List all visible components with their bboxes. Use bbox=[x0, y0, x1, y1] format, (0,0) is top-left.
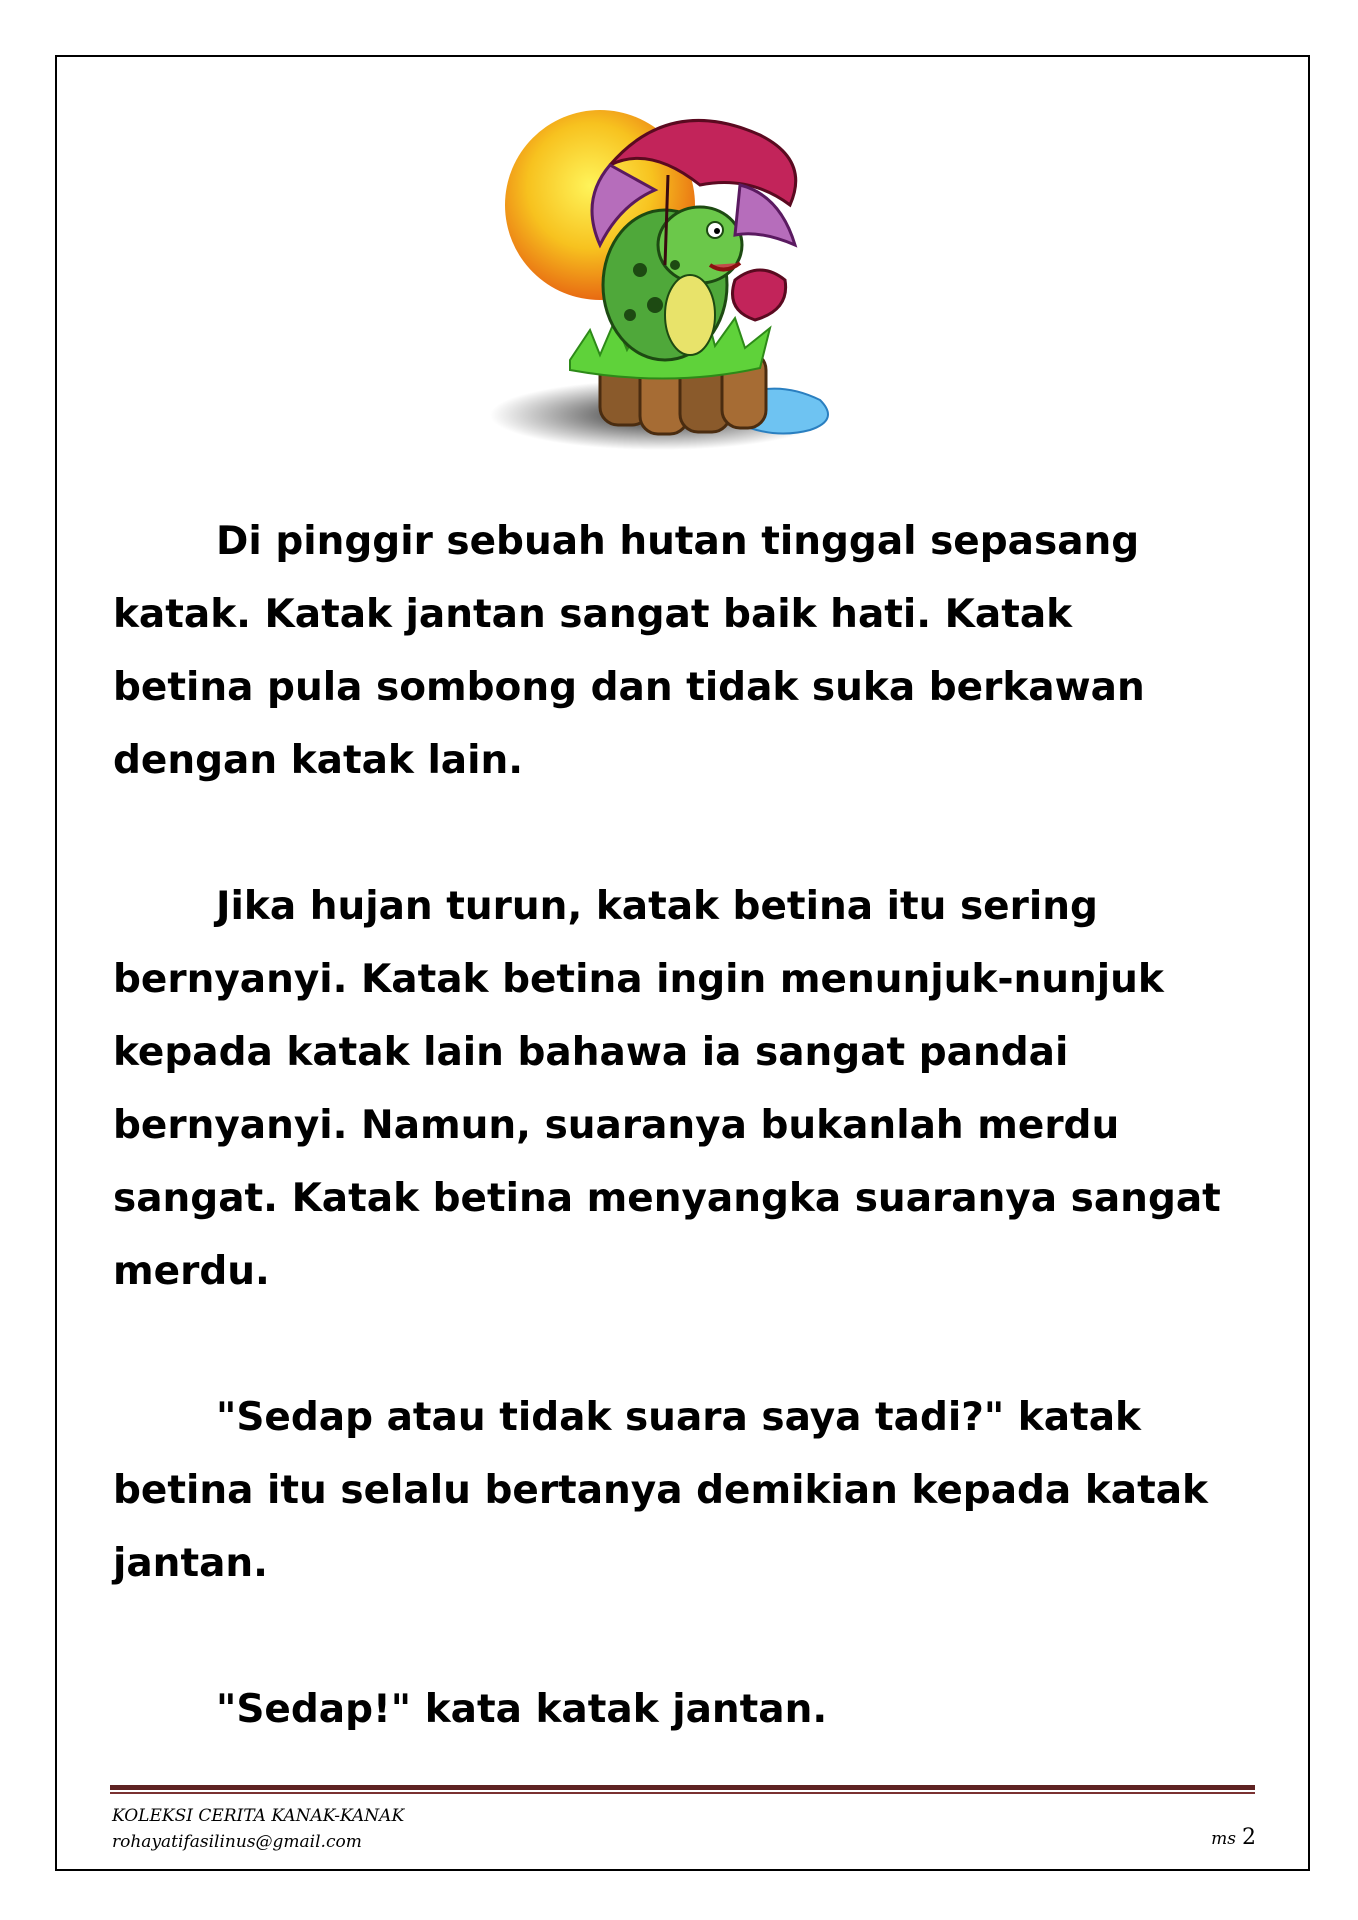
frog-umbrella-illustration bbox=[490, 90, 890, 455]
page-prefix: ms bbox=[1211, 1829, 1236, 1849]
story-paragraph: Di pinggir sebuah hutan tinggal sepasang katak. Katak jantan sangat baik hati. Katak betina pula sombong dan tidak suka berkawan dengan katak lain. bbox=[113, 519, 1145, 783]
page-number bbox=[1211, 1825, 1256, 1850]
story-text bbox=[113, 505, 1253, 1746]
author-email: rohayatifasilinus@gmail.com bbox=[112, 1832, 362, 1852]
story-paragraph: Jika hujan turun, katak betina itu sering bernyanyi. Katak betina ingin menunjuk-nunjuk kepada katak lain bahawa ia sangat pandai bernyanyi. Namun, suaranya bukanlah merdu sangat. Katak betina menyangka suaranya sangat merdu. bbox=[113, 884, 1221, 1294]
story-paragraph: "Sedap atau tidak suara saya tadi?" katak betina itu selalu bertanya demikian kepada katak jantan. bbox=[113, 1395, 1208, 1586]
footer-divider bbox=[110, 1785, 1255, 1794]
page-number-value: 2 bbox=[1242, 1825, 1256, 1850]
footer-info bbox=[112, 1803, 404, 1855]
collection-title: KOLEKSI CERITA KANAK-KANAK bbox=[112, 1806, 405, 1826]
story-paragraph: "Sedap!" kata katak jantan. bbox=[216, 1687, 828, 1732]
